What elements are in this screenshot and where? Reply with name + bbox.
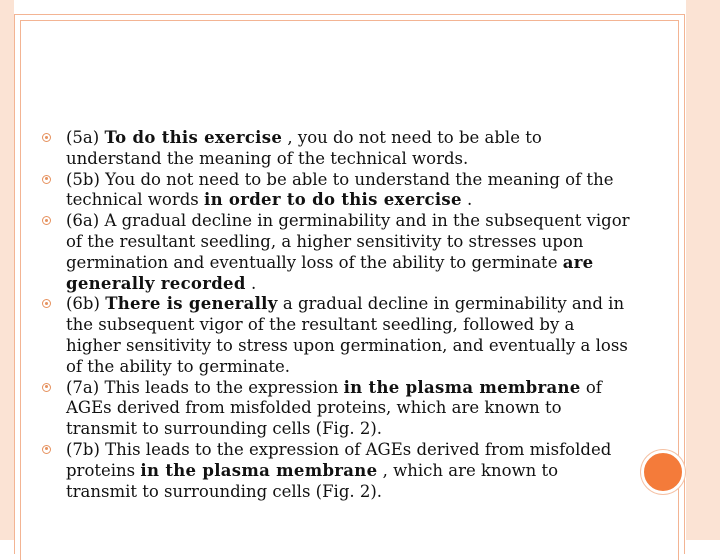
text-segment: (5a) — [66, 128, 105, 147]
circle-dot-icon — [42, 445, 51, 454]
list-item-5b — [42, 170, 632, 212]
slide-decoration-circle — [641, 450, 685, 494]
text-segment: , which are known to transmit to surrounding cells (Fig. 2). — [66, 460, 559, 501]
circle-dot-icon — [42, 383, 51, 392]
bold-segment: are generally recorded — [66, 252, 594, 293]
text-segment: of AGEs derived from misfolded proteins, which are known to transmit to surrounding cells (Fig. 2). — [66, 377, 602, 439]
list-item-6b — [42, 294, 632, 377]
item-text-6b — [66, 294, 628, 375]
item-text-6a — [66, 211, 630, 292]
bold-segment: To do this exercise — [104, 128, 283, 147]
bold-segment: in the plasma membrane — [140, 460, 378, 480]
text-segment: (7a) This leads to the expression — [66, 377, 344, 397]
list-item-7a — [42, 378, 632, 440]
bold-segment: There is generally — [105, 294, 278, 314]
circle-dot-icon — [42, 216, 51, 225]
list-item-7b — [42, 440, 632, 502]
circle-dot-icon — [42, 175, 51, 184]
bullet-list — [42, 128, 632, 502]
text-segment: (6b) — [66, 294, 106, 314]
bold-segment: in order to do this exercise — [204, 190, 462, 210]
bold-segment: in the plasma membrane — [343, 377, 581, 397]
circle-dot-icon — [42, 133, 51, 142]
item-text-7b — [66, 440, 611, 501]
right-decorative-band — [686, 0, 720, 540]
item-text-5a — [66, 128, 542, 168]
item-text-5b — [66, 170, 613, 210]
text-segment: (6a) A gradual decline in germinability and in the subsequent vigor of the resultant seedling, a higher sensitivity to stresses upon germination and eventually loss of the ability to germinate — [66, 211, 630, 272]
text-segment: a gradual decline in germinability and in the subsequent vigor of the resultant seedling, followed by a higher sensitivity to stress upon germination, and eventually a loss of the ability to germinate. — [66, 294, 628, 376]
circle-dot-icon — [42, 299, 51, 308]
text-segment: , you do not need to be able to understand the meaning of the technical words. — [66, 128, 542, 168]
list-item-5a — [42, 128, 632, 170]
left-decorative-band — [0, 0, 14, 540]
text-segment: (7b) This leads to the expression of AGEs derived from misfolded proteins — [66, 439, 612, 480]
text-segment: . — [461, 190, 473, 210]
text-segment: . — [245, 273, 257, 293]
item-text-7a — [66, 378, 602, 439]
list-item-6a — [42, 211, 632, 294]
text-segment: (5b) You do not need to be able to understand the meaning of the technical words — [66, 169, 614, 210]
